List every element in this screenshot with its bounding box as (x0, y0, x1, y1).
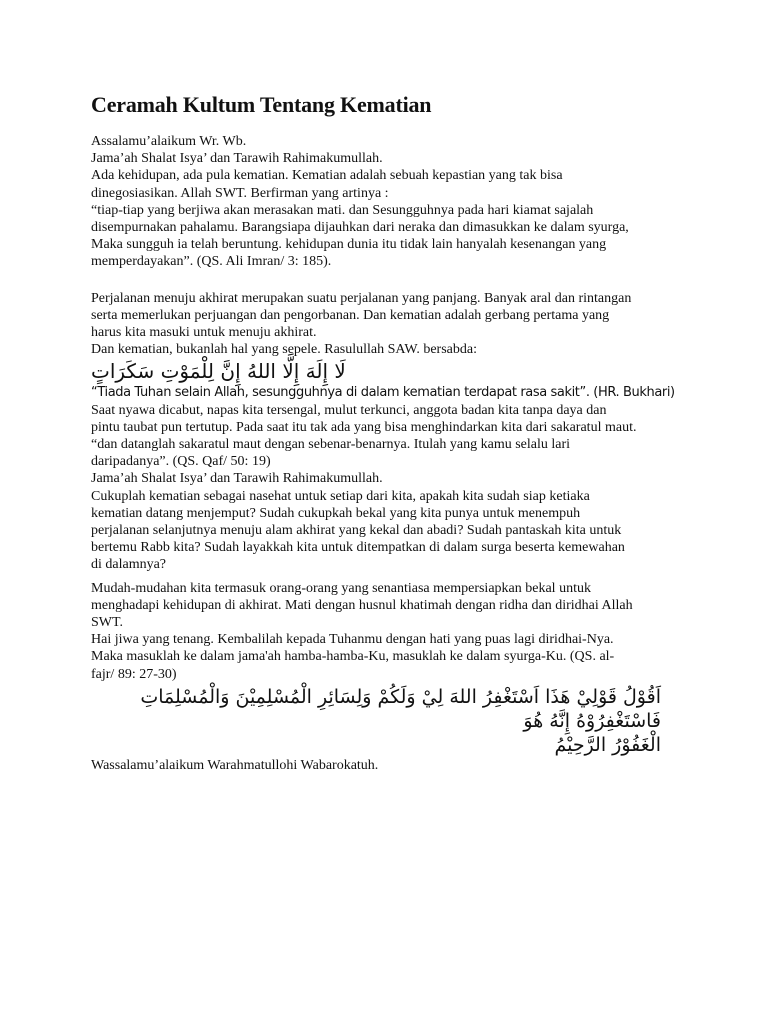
sakaratul-section (91, 384, 691, 573)
document-page (91, 91, 691, 774)
arabic-hadith: لَا إِلَهَ إِلَّا اللهُ إِنَّ لِلْمَوْتِ سَكَرَاتٍ (91, 359, 346, 384)
paragraph-line: Saat nyawa dicabut, napas kita tersengal, mulut terkunci, anggota badan kita tanpa daya dan (91, 402, 607, 418)
paragraph-line: SWT. (91, 615, 124, 631)
document-title: Ceramah Kultum Tentang Kematian (91, 92, 432, 117)
paragraph-line: “dan datanglah sakaratul maut dengan sebenar-benarnya. Itulah yang kamu selalu lari (91, 437, 571, 453)
hadith-translation: “Tiada Tuhan selain Allah, sesungguhnya di dalam kematian terdapat rasa sakit”. (HR. Bukhari) (91, 385, 675, 401)
paragraph-line: menghadapi kehidupan di akhirat. Mati dengan husnul khatimah dengan ridha dan diridhai Allah (91, 597, 633, 613)
paragraph-line: di dalamnya? (91, 557, 167, 573)
arabic-closing-line-1: اَقُوْلُ قَوْلِيْ هَذَا اَسْتَغْفِرُ اللهَ لِيْ وَلَكُمْ وَلِسَائِرِ الْمُسْلِمِيْنَ وَالْمُسْلِمَاتِ فَاسْتَغْفِرُوْهُ إِنَّهُ هُوَ (140, 685, 661, 732)
journey-section (91, 290, 691, 359)
paragraph-line: Dan kematian, bukanlah hal yang sepele. Rasulullah SAW. bersabda: (91, 342, 477, 358)
arabic-closing-line-2: الْغَفُوْرُ الرَّحِيْمُ (554, 733, 661, 756)
paragraph-line: Assalamu’alaikum Wr. Wb. (91, 134, 247, 149)
paragraph-line: Maka sungguh ia telah beruntung. kehidupan dunia itu tidak lain hanyalah kesenangan yang (91, 237, 607, 253)
paragraph-line: Ada kehidupan, ada pula kematian. Kematian adalah sebuah kepastian yang tak bisa (91, 168, 563, 184)
paragraph-line: perjalanan selanjutnya menuju alam akhirat yang kekal dan abadi? Sudah pantaskah kita untuk (91, 523, 622, 539)
paragraph-line: Cukuplah kematian sebagai nasehat untuk setiap dari kita, apakah kita sudah siap ketiaka (91, 488, 590, 504)
paragraph-line: Mudah-mudahan kita termasuk orang-orang yang senantiasa mempersiapkan bekal untuk (91, 580, 591, 596)
arabic-hadith-row (91, 358, 691, 384)
paragraph-line: fajr/ 89: 27-30) (91, 666, 177, 682)
paragraph-line: pintu taubat pun tertutup. Pada saat itu tak ada yang bisa menghindarkan kita dari sakaratul maut. (91, 419, 637, 435)
farewell-section (91, 757, 691, 774)
paragraph-line: serta memerlukan perjuangan dan pengorbanan. Dan kematian adalah gerbang pertama yang (91, 307, 610, 323)
opening-section (91, 133, 691, 271)
paragraph-line: Perjalanan menuju akhirat merupakan suatu perjalanan yang panjang. Banyak aral dan rintangan (91, 290, 632, 306)
closing-greeting: Wassalamu’alaikum Warahmatullohi Wabarokatuh. (91, 757, 379, 773)
closing-prayer-section (91, 580, 691, 683)
paragraph-line: bertemu Rabb kita? Sudah layakkah kita untuk ditempatkan di dalam surga beserta kemewahan (91, 540, 625, 556)
paragraph-line: memperdayakan”. (QS. Ali Imran/ 3: 185). (91, 254, 332, 270)
paragraph-line: Hai jiwa yang tenang. Kembalilah kepada Tuhanmu dengan hati yang puas lagi diridhai-Nya. (91, 632, 614, 648)
paragraph-line: Jama’ah Shalat Isya’ dan Tarawih Rahimakumullah. (91, 151, 383, 167)
paragraph-line: disempurnakan pahalamu. Barangsiapa dijauhkan dari neraka dan dimasukkan ke dalam syurga, (91, 220, 629, 236)
paragraph-line: dinegosiasikan. Allah SWT. Berfirman yang artinya : (91, 185, 389, 201)
paragraph-line: kematian datang menjemput? Sudah cukupkah bekal yang kita punya untuk menempuh (91, 505, 581, 521)
paragraph-line: Maka masuklah ke dalam jama'ah hamba-hamba-Ku, masuklah ke dalam syurga-Ku. (QS. al- (91, 649, 615, 665)
paragraph-line: “tiap-tiap yang berjiwa akan merasakan mati. dan Sesungguhnya pada hari kiamat sajalah (91, 202, 594, 218)
paragraph-line: Jama’ah Shalat Isya’ dan Tarawih Rahimakumullah. (91, 471, 383, 487)
paragraph-line: daripadanya”. (QS. Qaf/ 50: 19) (91, 454, 271, 470)
paragraph-line: harus kita masuki untuk menuju akhirat. (91, 325, 317, 341)
